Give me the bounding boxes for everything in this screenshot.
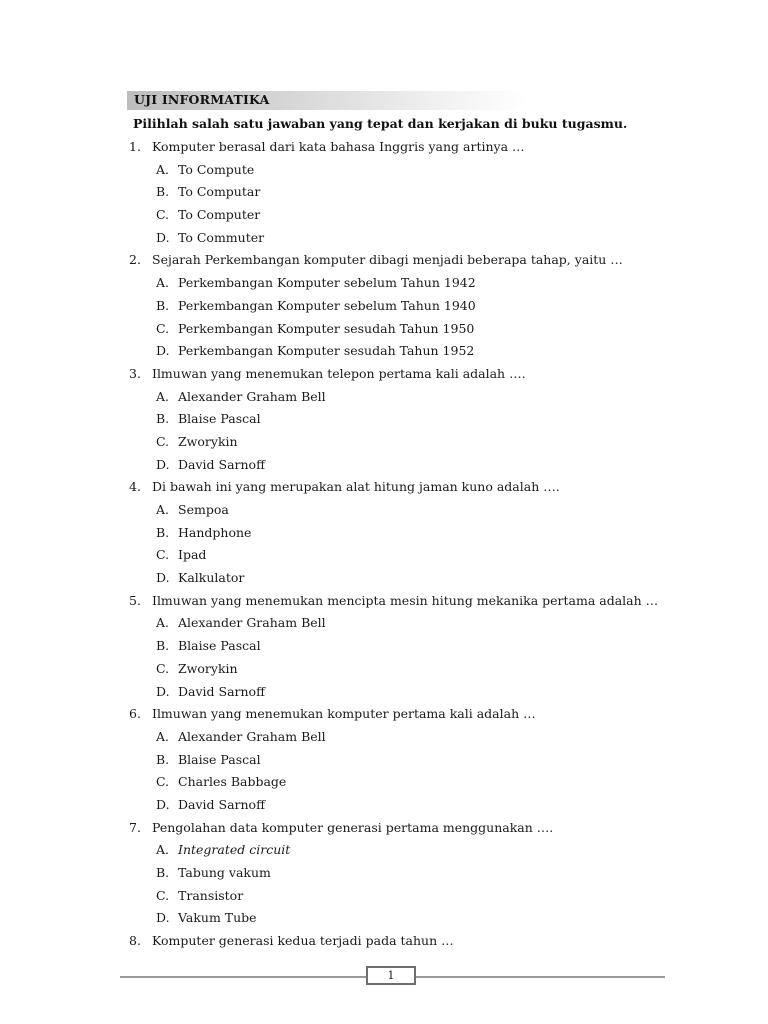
option-text: Zworykin: [178, 433, 238, 449]
answer-option: [0, 181, 768, 204]
option-letter: D.: [156, 456, 170, 472]
option-text: Charles Babbage: [178, 774, 287, 790]
option-text: David Sarnoff: [178, 683, 265, 699]
answer-option: [0, 907, 768, 930]
option-letter: B.: [156, 865, 170, 880]
option-letter: B.: [156, 297, 170, 313]
answer-option: [0, 408, 768, 431]
option-text: David Sarnoff: [178, 796, 265, 812]
question-7: [0, 817, 768, 840]
option-letter: B.: [156, 411, 170, 427]
option-text: Integrated circuit: [178, 842, 291, 858]
answer-option: [0, 295, 768, 318]
question-6: [0, 703, 768, 726]
option-text: Transistor: [178, 887, 244, 903]
question-number: 3.: [129, 365, 141, 381]
answer-option: [0, 227, 768, 250]
answer-option: [0, 749, 768, 772]
option-text: Sempoa: [178, 502, 229, 517]
answer-option: [0, 567, 768, 590]
option-letter: A.: [156, 842, 170, 858]
answer-option: [0, 681, 768, 704]
option-text: Tabung vakum: [178, 865, 271, 880]
option-text: To Computar: [178, 184, 261, 200]
option-letter: C.: [156, 660, 170, 676]
answer-option: [0, 885, 768, 908]
question-number: 6.: [129, 706, 141, 722]
answer-option: [0, 862, 768, 885]
answer-option: [0, 612, 768, 635]
answer-option: [0, 839, 768, 862]
option-text: Perkembangan Komputer sebelum Tahun 1942: [178, 275, 476, 291]
answer-option: [0, 159, 768, 182]
option-letter: B.: [156, 524, 170, 540]
option-letter: D.: [156, 570, 170, 586]
option-letter: D.: [156, 796, 170, 812]
answer-option: [0, 272, 768, 295]
question-number: 5.: [129, 592, 141, 608]
option-text: Blaise Pascal: [178, 751, 261, 767]
answer-option: [0, 499, 768, 522]
option-letter: A.: [156, 161, 170, 177]
question-text: Pengolahan data komputer generasi pertama menggunakan ….: [152, 819, 554, 835]
option-text: To Computer: [178, 207, 261, 223]
instruction-text: Pilihlah salah satu jawaban yang tepat dan kerjakan di buku tugasmu.: [133, 116, 628, 131]
option-letter: A.: [156, 728, 170, 744]
question-text: Di bawah ini yang merupakan alat hitung jaman kuno adalah ….: [152, 479, 560, 495]
page-number: 1: [366, 966, 416, 985]
question-text: Ilmuwan yang menemukan telepon pertama kali adalah ….: [152, 365, 526, 381]
question-list: [0, 136, 768, 953]
option-text: Alexander Graham Bell: [178, 728, 326, 744]
option-text: Perkembangan Komputer sebelum Tahun 1940: [178, 297, 476, 313]
answer-option: [0, 726, 768, 749]
option-text: Blaise Pascal: [178, 411, 261, 427]
option-text: Perkembangan Komputer sesudah Tahun 1950: [178, 320, 475, 336]
option-letter: D.: [156, 683, 170, 699]
option-letter: B.: [156, 751, 170, 767]
question-number: 4.: [129, 479, 141, 495]
question-5: [0, 590, 768, 613]
option-text: To Commuter: [178, 229, 265, 245]
option-letter: A.: [156, 615, 170, 631]
question-4: [0, 476, 768, 499]
question-number: 2.: [129, 252, 141, 268]
option-letter: D.: [156, 229, 170, 245]
answer-option: [0, 771, 768, 794]
answer-option: [0, 431, 768, 454]
option-text: Vakum Tube: [178, 910, 257, 926]
option-letter: C.: [156, 774, 170, 790]
option-text: Zworykin: [178, 660, 238, 676]
option-text: Alexander Graham Bell: [178, 615, 326, 631]
option-letter: A.: [156, 275, 170, 291]
option-text: David Sarnoff: [178, 456, 265, 472]
option-letter: D.: [156, 343, 170, 359]
question-8: [0, 930, 768, 953]
answer-option: [0, 204, 768, 227]
question-1: [0, 136, 768, 159]
option-text: Blaise Pascal: [178, 638, 261, 654]
question-number: 7.: [129, 819, 141, 835]
question-text: Komputer generasi kedua terjadi pada tahun …: [152, 933, 454, 949]
option-letter: B.: [156, 638, 170, 654]
option-text: Ipad: [178, 547, 207, 563]
question-2: [0, 249, 768, 272]
question-text: Sejarah Perkembangan komputer dibagi menjadi beberapa tahap, yaitu …: [152, 252, 623, 268]
answer-option: [0, 544, 768, 567]
question-3: [0, 363, 768, 386]
answer-option: [0, 522, 768, 545]
option-text: To Compute: [178, 161, 255, 177]
answer-option: [0, 658, 768, 681]
option-text: Perkembangan Komputer sesudah Tahun 1952: [178, 343, 475, 359]
option-letter: C.: [156, 547, 170, 563]
option-letter: C.: [156, 207, 170, 223]
answer-option: [0, 635, 768, 658]
option-letter: D.: [156, 910, 170, 926]
answer-option: [0, 454, 768, 477]
option-text: Kalkulator: [178, 570, 245, 586]
option-letter: A.: [156, 502, 170, 517]
question-text: Komputer berasal dari kata bahasa Inggris yang artinya …: [152, 139, 525, 154]
answer-option: [0, 794, 768, 817]
question-text: Ilmuwan yang menemukan komputer pertama kali adalah …: [152, 706, 536, 722]
option-letter: C.: [156, 433, 170, 449]
answer-option: [0, 386, 768, 409]
question-number: 8.: [129, 933, 141, 949]
question-text: Ilmuwan yang menemukan mencipta mesin hitung mekanika pertama adalah …: [152, 592, 659, 608]
question-number: 1.: [129, 139, 141, 154]
answer-option: [0, 340, 768, 363]
answer-option: [0, 318, 768, 341]
option-letter: A.: [156, 388, 170, 404]
option-text: Handphone: [178, 524, 252, 540]
option-letter: B.: [156, 184, 170, 200]
option-letter: C.: [156, 320, 170, 336]
page-title: UJI INFORMATIKA: [134, 92, 270, 107]
option-text: Alexander Graham Bell: [178, 388, 326, 404]
option-letter: C.: [156, 887, 170, 903]
